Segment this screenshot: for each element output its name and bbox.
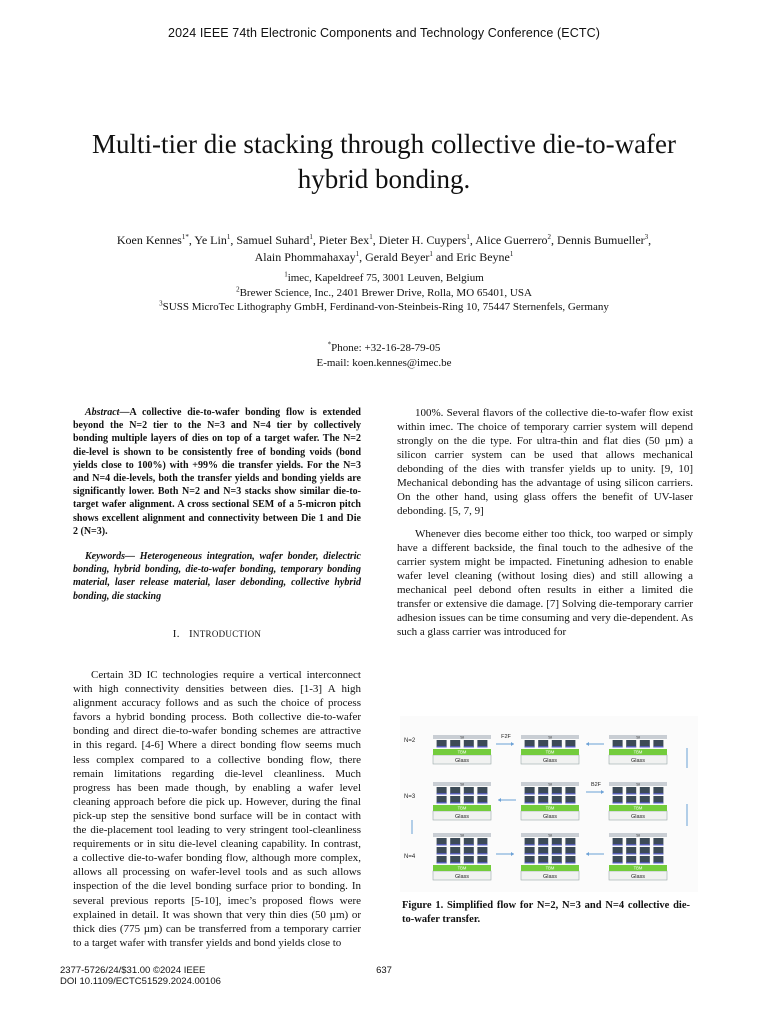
bond-layer <box>464 793 474 794</box>
bond-layer <box>525 802 535 803</box>
bond-layer <box>552 853 562 854</box>
author-name: Alain Phommahaxay$^1$ <box>254 250 360 264</box>
row-label: N=2 <box>404 738 416 744</box>
paper-title <box>60 127 708 197</box>
bond-layer <box>450 862 460 863</box>
contact-email: E-mail: koen.kennes@imec.be <box>316 356 452 369</box>
bond-layer <box>626 862 636 863</box>
bond-layer <box>477 844 487 845</box>
right-paragraph-2: Whenever dies become either too thick, too warped or simply have a different backside, the final touch to the adhesive of the carrier system might be impacted. Finetuning adhesion to enable wafer level cleaning (without losing dies) and still allowing a mechanical peel debond often results in either a limited die transfer or extensive die damage. [7] Solving die-temporary carrier adhesion issues can be time consuming and very die-dependent. As such a glass carrier was introduced for <box>397 528 693 638</box>
glass-label: Glass <box>542 758 558 764</box>
right-column <box>397 406 693 639</box>
glass-label: Glass <box>542 874 558 880</box>
figure-1 <box>400 716 698 892</box>
bond-layer <box>552 862 562 863</box>
row-label: N=4 <box>404 854 416 860</box>
author-list: Koen Kennes$^{1*}$, Ye Lin$^1$, Samuel Suhard$^1$, Pieter Bex$^1$, Dieter H. Cuypers$^1$, Alice Guerrero$^2$, Dennis Bumueller$^3$, Alain Phommahaxay$^1$, Gerald Beyer$^1$ and Eric Beyne$^1$ <box>116 233 652 264</box>
figure-caption: Figure 1. Simplified flow for N=2, N=3 and N=4 collective die-to-wafer transfer. <box>402 900 690 925</box>
bond-layer <box>653 862 663 863</box>
bond-layer <box>653 746 663 747</box>
bond-layer <box>525 793 535 794</box>
tbm-label: TBM <box>633 865 643 871</box>
si-label: Si <box>548 781 552 787</box>
bond-layer <box>464 844 474 845</box>
bond-layer <box>640 862 650 863</box>
bond-layer <box>565 862 575 863</box>
bond-layer <box>538 746 548 747</box>
bond-layer <box>477 793 487 794</box>
si-label: Si <box>460 734 464 740</box>
abstract-text: —A collective die-to-wafer bonding flow is extended beyond the N=2 tier to the N=3 and N=4 tier by collectively bonding multiple layers of dies on top of a target wafer. The N=2 die-level is shown to be consistently free of bonding voids (bond yields close to 100%) with +99% die transfer yields. For the N=3 and N=4 die-levels, both the transfer yields and bonding yields are significantly lower. Both N=2 and N=3 stacks show similar die-to-target wafer alignment. A cross sectional SEM of a 5-micron pitch shows excellent alignment and connectivity between Die 1 and Die 2 (N=3). <box>73 407 361 537</box>
tbm-label: TBM <box>457 805 467 811</box>
affiliation-line <box>64 271 704 286</box>
bond-layer <box>437 844 447 845</box>
keywords-text: — Heterogeneous integration, wafer bonder, dielectric bonding, hybrid bonding, die-to-wafer bonding, temporary bonding material, laser release material, laser debonding, collective hybrid bonding, die stacking <box>73 551 361 602</box>
bond-layer <box>538 844 548 845</box>
contact-mark: * <box>327 340 332 349</box>
bond-layer <box>626 802 636 803</box>
bond-layer <box>640 853 650 854</box>
glass-label: Glass <box>454 814 470 820</box>
bond-layer <box>552 802 562 803</box>
section-heading-introduction <box>73 628 361 640</box>
bond-layer <box>565 853 575 854</box>
author-name: Dieter H. Cuypers$^1$ <box>378 233 470 247</box>
section-numeral: I. <box>172 628 180 640</box>
affiliation-list <box>64 271 704 315</box>
affiliation-text: SUSS MicroTec Lithography GmbH, Ferdinand-von-Steinbeis-Ring 10, 75447 Sternenfels, Germany <box>162 301 609 313</box>
si-label: Si <box>460 832 464 838</box>
tbm-label: TBM <box>633 749 643 755</box>
tbm-label: TBM <box>457 749 467 755</box>
contact-phone <box>64 341 704 356</box>
bond-layer <box>525 844 535 845</box>
affiliation-number: 1 <box>284 270 288 279</box>
author-affiliation-mark: 1 <box>509 250 514 258</box>
glass-label: Glass <box>454 758 470 764</box>
author-affiliation-mark: 1* <box>181 233 189 241</box>
bond-layer <box>450 793 460 794</box>
bond-layer <box>640 793 650 794</box>
contact-block <box>64 341 704 370</box>
bond-layer <box>464 802 474 803</box>
bond-layer <box>538 802 548 803</box>
bond-layer <box>437 862 447 863</box>
glass-label: Glass <box>542 814 558 820</box>
keywords <box>73 550 361 603</box>
abstract <box>73 406 361 538</box>
bond-layer <box>613 853 623 854</box>
bond-layer <box>477 802 487 803</box>
author-affiliation-mark: 1 <box>466 233 470 241</box>
bond-layer <box>565 746 575 747</box>
bond-layer <box>464 862 474 863</box>
affiliation-number: 2 <box>236 284 240 293</box>
tbm-label: TBM <box>545 749 555 755</box>
bond-layer <box>464 746 474 747</box>
author-affiliation-mark: 1 <box>369 233 373 241</box>
keywords-lead: Keywords <box>85 551 125 563</box>
bond-layer <box>538 862 548 863</box>
bond-layer <box>437 793 447 794</box>
author-affiliation-mark: 3 <box>644 233 649 241</box>
si-label: Si <box>636 832 640 838</box>
affiliation-line <box>64 300 704 315</box>
glass-label: Glass <box>630 758 646 764</box>
section-title-first: I <box>188 628 193 640</box>
bond-layer <box>538 853 548 854</box>
bond-layer <box>613 793 623 794</box>
bond-layer <box>437 802 447 803</box>
intro-paragraph: Certain 3D IC technologies require a vertical interconnect with high connectivity densities between dies. [1-3] A high alignment accuracy follows and as such the choice of process favors a hybrid bonding process. Both collective die-to-wafer bonding and direct die-to-wafer bonding schemes are attractive in this regard. [4-6] Where a direct bonding flow seems much less complex compared to a collective bonding flow, there remain limitations regarding die-level cleanliness. Much progress has been made though, by enabling a wafer level cleaning approach before die pick up. However, during the final pick-up step the sensitive bond surface will be in contact with the die-placement tool leading to very stringent tool-cleanliness requirements or in situ die-level cleaning capability. In contrast, a collective die-to-wafer bonding flow, although more complex, allows all processing on wafer-level tools and as such allows inspection of the die level bonding surface prior to bonding. In several previous reports [5-10], imec’s proposed flows were explained in detail. It was shown that very thin dies (50 µm) or thick dies (775 µm) can be transferred from a temporary carrier to a target wafer with transfer yields and bond yields close to <box>73 669 361 949</box>
phone-text: Phone: +32-16-28-79-05 <box>331 342 441 354</box>
bond-layer <box>450 853 460 854</box>
author-affiliation-mark: 2 <box>547 233 551 241</box>
bond-layer <box>626 844 636 845</box>
author-affiliation-mark: 1 <box>355 250 360 258</box>
si-label: Si <box>636 781 640 787</box>
bond-layer <box>640 802 650 803</box>
author-name: Alice Guerrero$^2$ <box>475 233 551 247</box>
bond-layer <box>626 793 636 794</box>
footer-issn: 2377-5726/24/$31.00 ©2024 IEEE <box>60 965 206 976</box>
bond-layer <box>525 746 535 747</box>
bond-layer <box>437 746 447 747</box>
bond-layer <box>477 862 487 863</box>
bond-layer <box>653 853 663 854</box>
flow-diagram <box>400 716 698 892</box>
author-name: Dennis Bumueller$^3$ <box>556 233 649 247</box>
step-label-b2f: B2F <box>590 782 602 788</box>
glass-label: Glass <box>454 874 470 880</box>
bond-layer <box>613 746 623 747</box>
bond-layer <box>613 802 623 803</box>
bond-layer <box>626 853 636 854</box>
si-label: Si <box>636 734 640 740</box>
author-name: Koen Kennes$^{1*}$ <box>116 233 189 247</box>
affiliation-text: imec, Kapeldreef 75, 3001 Leuven, Belgium <box>287 272 484 284</box>
title-line-2: hybrid bonding. <box>297 164 471 194</box>
bond-layer <box>552 844 562 845</box>
tbm-label: TBM <box>633 805 643 811</box>
author-name: Pieter Bex$^1$ <box>318 233 373 247</box>
bond-layer <box>626 746 636 747</box>
bond-layer <box>565 793 575 794</box>
section-title-rest: NTRODUCTION <box>192 629 262 639</box>
bond-layer <box>525 853 535 854</box>
bond-layer <box>613 862 623 863</box>
tbm-label: TBM <box>545 865 555 871</box>
bond-layer <box>464 853 474 854</box>
glass-label: Glass <box>630 874 646 880</box>
page-number: 637 <box>376 965 392 976</box>
right-paragraph-1: 100%. Several flavors of the collective die-to-wafer flow exist within imec. The choice of temporary carrier system will depend strongly on the die type. For ultra-thin and flat dies (50 µm) a silicon carrier system can be used that allows mechanical debonding of the dies with transfer yields up to unity. [9, 10] Mechanical debonding has the advantage of using silicon carriers. On the other hand, using glass offers the benefit of UV-laser debonding. [5, 7, 9] <box>397 407 693 517</box>
abstract-lead: Abstract <box>85 407 120 418</box>
bond-layer <box>552 746 562 747</box>
bond-layer <box>525 862 535 863</box>
row-label: N=3 <box>404 794 416 800</box>
author-name: Samuel Suhard$^1$ <box>236 233 313 247</box>
affiliation-line <box>64 286 704 301</box>
bond-layer <box>450 844 460 845</box>
author-affiliation-mark: 1 <box>226 233 231 241</box>
tbm-label: TBM <box>457 865 467 871</box>
si-label: Si <box>548 734 552 740</box>
author-name: Eric Beyne$^1$ <box>456 250 514 264</box>
bond-layer <box>653 793 663 794</box>
author-name: Ye Lin$^1$ <box>194 233 231 247</box>
bond-layer <box>450 746 460 747</box>
step-label-f2f: F2F <box>501 734 511 740</box>
bond-layer <box>640 746 650 747</box>
bond-layer <box>477 746 487 747</box>
affiliation-number: 3 <box>159 299 163 308</box>
si-label: Si <box>548 832 552 838</box>
glass-label: Glass <box>630 814 646 820</box>
footer-doi: DOI 10.1109/ECTC51529.2024.00106 <box>60 976 221 987</box>
author-affiliation-mark: 1 <box>429 250 433 258</box>
bond-layer <box>437 853 447 854</box>
bond-layer <box>477 853 487 854</box>
bond-layer <box>613 844 623 845</box>
bond-layer <box>653 844 663 845</box>
title-line-1: Multi-tier die stacking through collective die-to-wafer <box>91 129 677 159</box>
bond-layer <box>538 793 548 794</box>
bond-layer <box>552 793 562 794</box>
bond-layer <box>565 802 575 803</box>
bond-layer <box>640 844 650 845</box>
author-name: Gerald Beyer$^1$ <box>365 250 433 264</box>
left-column <box>73 406 361 603</box>
conference-header: 2024 IEEE 74th Electronic Components and Technology Conference (ECTC) <box>168 26 600 40</box>
tbm-label: TBM <box>545 805 555 811</box>
author-affiliation-mark: 1 <box>309 233 313 241</box>
bond-layer <box>565 844 575 845</box>
affiliation-text: Brewer Science, Inc., 2401 Brewer Drive, Rolla, MO 65401, USA <box>239 286 532 299</box>
bond-layer <box>450 802 460 803</box>
si-label: Si <box>460 781 464 787</box>
bond-layer <box>653 802 663 803</box>
